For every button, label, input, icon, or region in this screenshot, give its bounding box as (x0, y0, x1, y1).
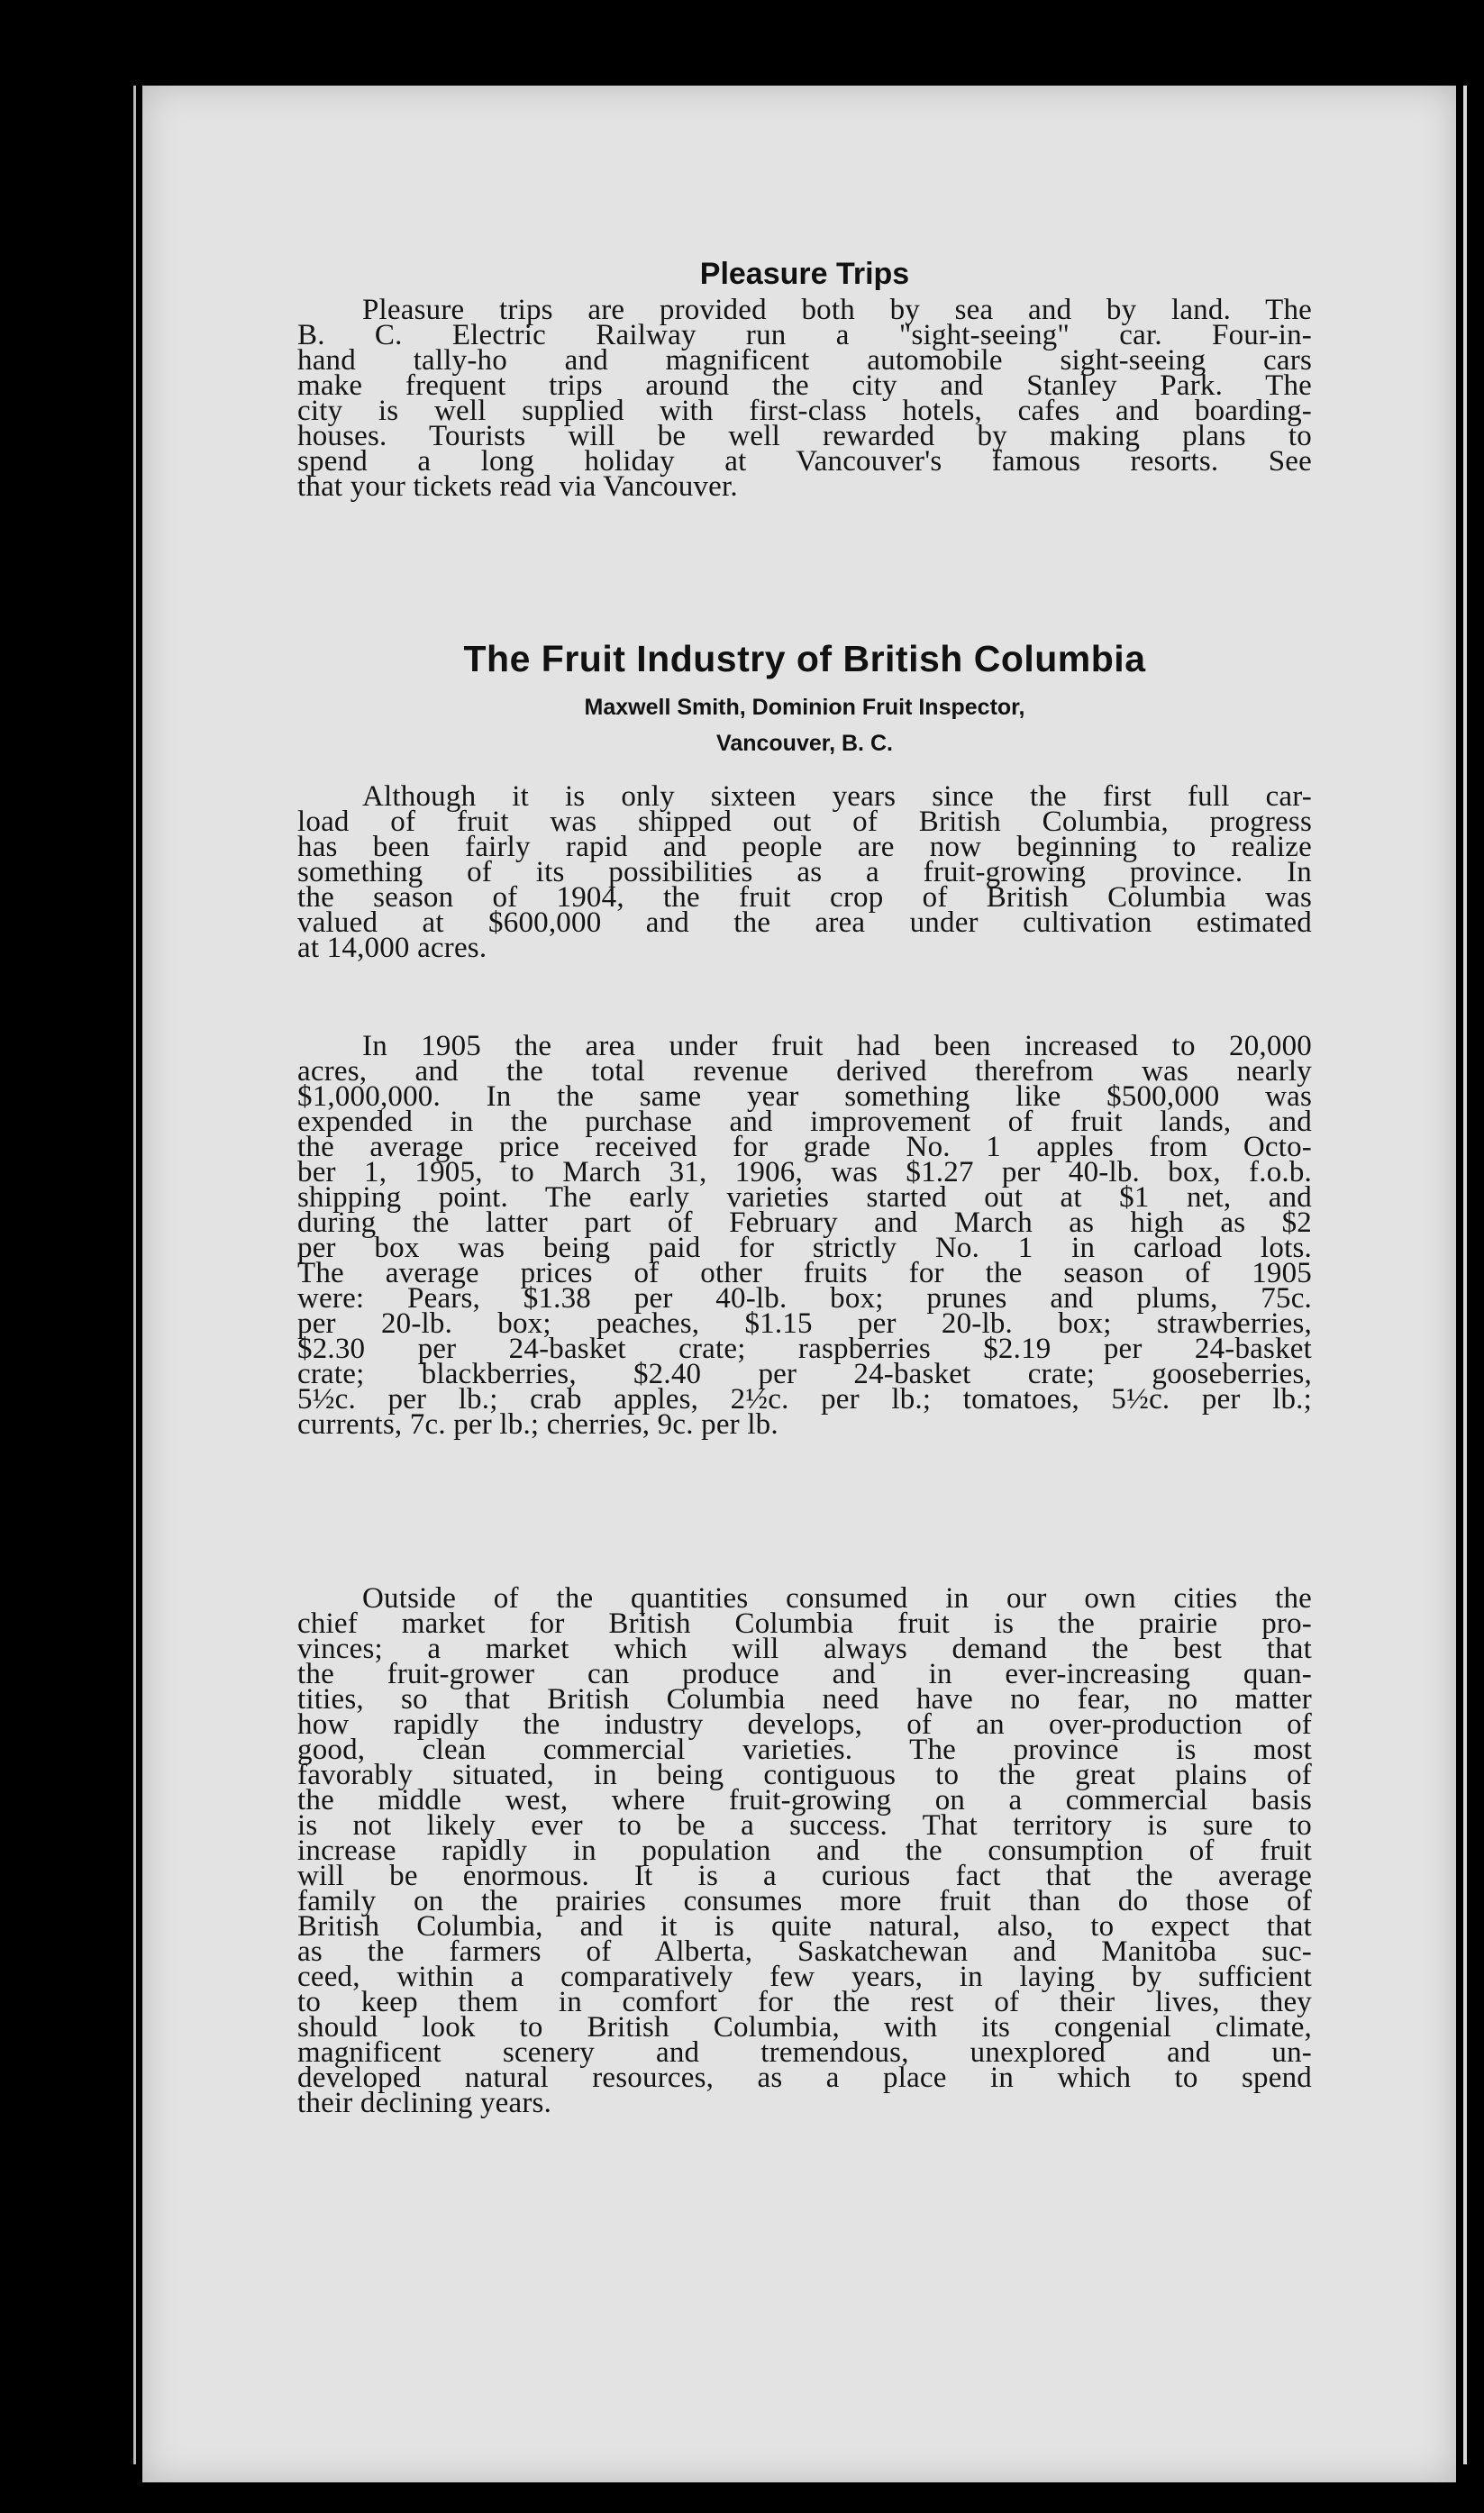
text-line: spend a long holiday at Vancouver's famous resorts. See (297, 445, 1312, 478)
text-line: good, clean commercial varieties. The province is most (297, 1734, 1312, 1766)
text-line: to keep them in comfort for the rest of their lives, they (297, 1986, 1312, 2018)
facing-page-edge (1463, 86, 1467, 2464)
text-line: per 20-lb. box; peaches, $1.15 per 20-lb. box; strawberries, (297, 1307, 1312, 1340)
text-line: load of fruit was shipped out of British Columbia, progress (297, 806, 1312, 838)
text-line: the middle west, where fruit-growing on a commercial basis (297, 1784, 1312, 1816)
text-line: at 14,000 acres. (297, 932, 487, 964)
text-line: hand tally-ho and magnificent automobile sight-seeing cars (297, 344, 1312, 377)
pleasure-trips-heading: Pleasure Trips (699, 257, 910, 291)
text-line: city is well supplied with first-class hotels, cafes and boarding- (297, 395, 1312, 427)
text-line: developed natural resources, as a place in which to spend (297, 2062, 1312, 2094)
text-line: expended in the purchase and improvement of fruit lands, and (297, 1106, 1312, 1138)
text-line: Outside of the quantities consumed in our own cities the (362, 1582, 1312, 1615)
text-line: valued at $600,000 and the area under cultivation estimated (297, 906, 1312, 939)
text-line: their declining years. (297, 2087, 552, 2119)
text-line: during the latter part of February and March as high as $2 (297, 1206, 1312, 1239)
text-line: ceed, within a comparatively few years, in laying by sufficient (297, 1961, 1312, 1993)
text-line: that your tickets read via Vancouver. (297, 470, 738, 503)
page-left-edge (133, 86, 136, 2464)
text-line: family on the prairies consumes more fruit than do those of (297, 1885, 1312, 1917)
text-line: favorably situated, in being contiguous to the great plains of (297, 1759, 1312, 1791)
text-line: per box was being paid for strictly No. 1 in carload lots. (297, 1232, 1312, 1264)
text-line: will be enormous. It is a curious fact that the average (297, 1860, 1312, 1892)
fruit-paragraph-3 (297, 1582, 1312, 2119)
text-line: Pleasure trips are provided both by sea and by land. The (362, 294, 1312, 326)
fruit-paragraph-2 (297, 1030, 1312, 1441)
text-line: British Columbia, and it is quite natural, also, to expect that (297, 1910, 1312, 1943)
text-line: has been fairly rapid and people are now beginning to realize (297, 831, 1312, 863)
text-line: tities, so that British Columbia need have no fear, no matter (297, 1683, 1312, 1716)
text-line: 5½c. per lb.; crab apples, 2½c. per lb.; tomatoes, 5½c. per lb.; (297, 1383, 1312, 1416)
text-line: The average prices of other fruits for the season of 1905 (297, 1257, 1312, 1289)
text-line: shipping point. The early varieties started out at $1 net, and (297, 1181, 1312, 1214)
text-line: how rapidly the industry develops, of an over-production of (297, 1708, 1312, 1741)
text-line: vinces; a market which will always demand the best that (297, 1633, 1312, 1665)
author-location: Vancouver, B. C. (716, 731, 893, 756)
text-line: the average price received for grade No. 1 apples from Octo- (297, 1131, 1312, 1163)
text-line: Although it is only sixteen years since the first full car- (362, 780, 1312, 813)
text-line: acres, and the total revenue derived therefrom was nearly (297, 1055, 1312, 1088)
text-line: as the farmers of Alberta, Saskatchewan and Manitoba suc- (297, 1935, 1312, 1968)
text-line: $1,000,000. In the same year something like $500,000 was (297, 1080, 1312, 1113)
text-line: increase rapidly in population and the consumption of fruit (297, 1835, 1312, 1867)
text-line: were: Pears, $1.38 per 40-lb. box; prunes and plums, 75c. (297, 1282, 1312, 1315)
text-line: should look to British Columbia, with its congenial climate, (297, 2011, 1312, 2044)
text-line: houses. Tourists will be well rewarded by making plans to (297, 420, 1312, 452)
text-line: chief market for British Columbia fruit is the prairie pro- (297, 1607, 1312, 1640)
text-line: the season of 1904, the fruit crop of British Columbia was (297, 881, 1312, 914)
text-line: $2.30 per 24-basket crate; raspberries $2.19 per 24-basket (297, 1333, 1312, 1365)
text-line: the fruit-grower can produce and in ever-increasing quan- (297, 1658, 1312, 1690)
text-line: something of its possibilities as a fruit-growing province. In (297, 856, 1312, 888)
fruit-industry-heading: The Fruit Industry of British Columbia (463, 638, 1146, 679)
text-line: B. C. Electric Railway run a "sight-seeing" car. Four-in- (297, 319, 1312, 351)
text-line: ber 1, 1905, to March 31, 1906, was $1.27 per 40-lb. box, f.o.b. (297, 1156, 1312, 1188)
text-line: make frequent trips around the city and Stanley Park. The (297, 369, 1312, 402)
text-line: magnificent scenery and tremendous, unexplored and un- (297, 2036, 1312, 2069)
text-line: is not likely ever to be a success. That territory is sure to (297, 1809, 1312, 1842)
fruit-paragraph-1 (297, 780, 1312, 964)
text-line: crate; blackberries, $2.40 per 24-basket crate; gooseberries, (297, 1358, 1312, 1390)
text-line: In 1905 the area under fruit had been increased to 20,000 (362, 1030, 1312, 1062)
text-line: currents, 7c. per lb.; cherries, 9c. per lb. (297, 1408, 778, 1441)
pleasure-trips-paragraph (297, 294, 1312, 503)
author-byline: Maxwell Smith, Dominion Fruit Inspector, (584, 695, 1025, 720)
